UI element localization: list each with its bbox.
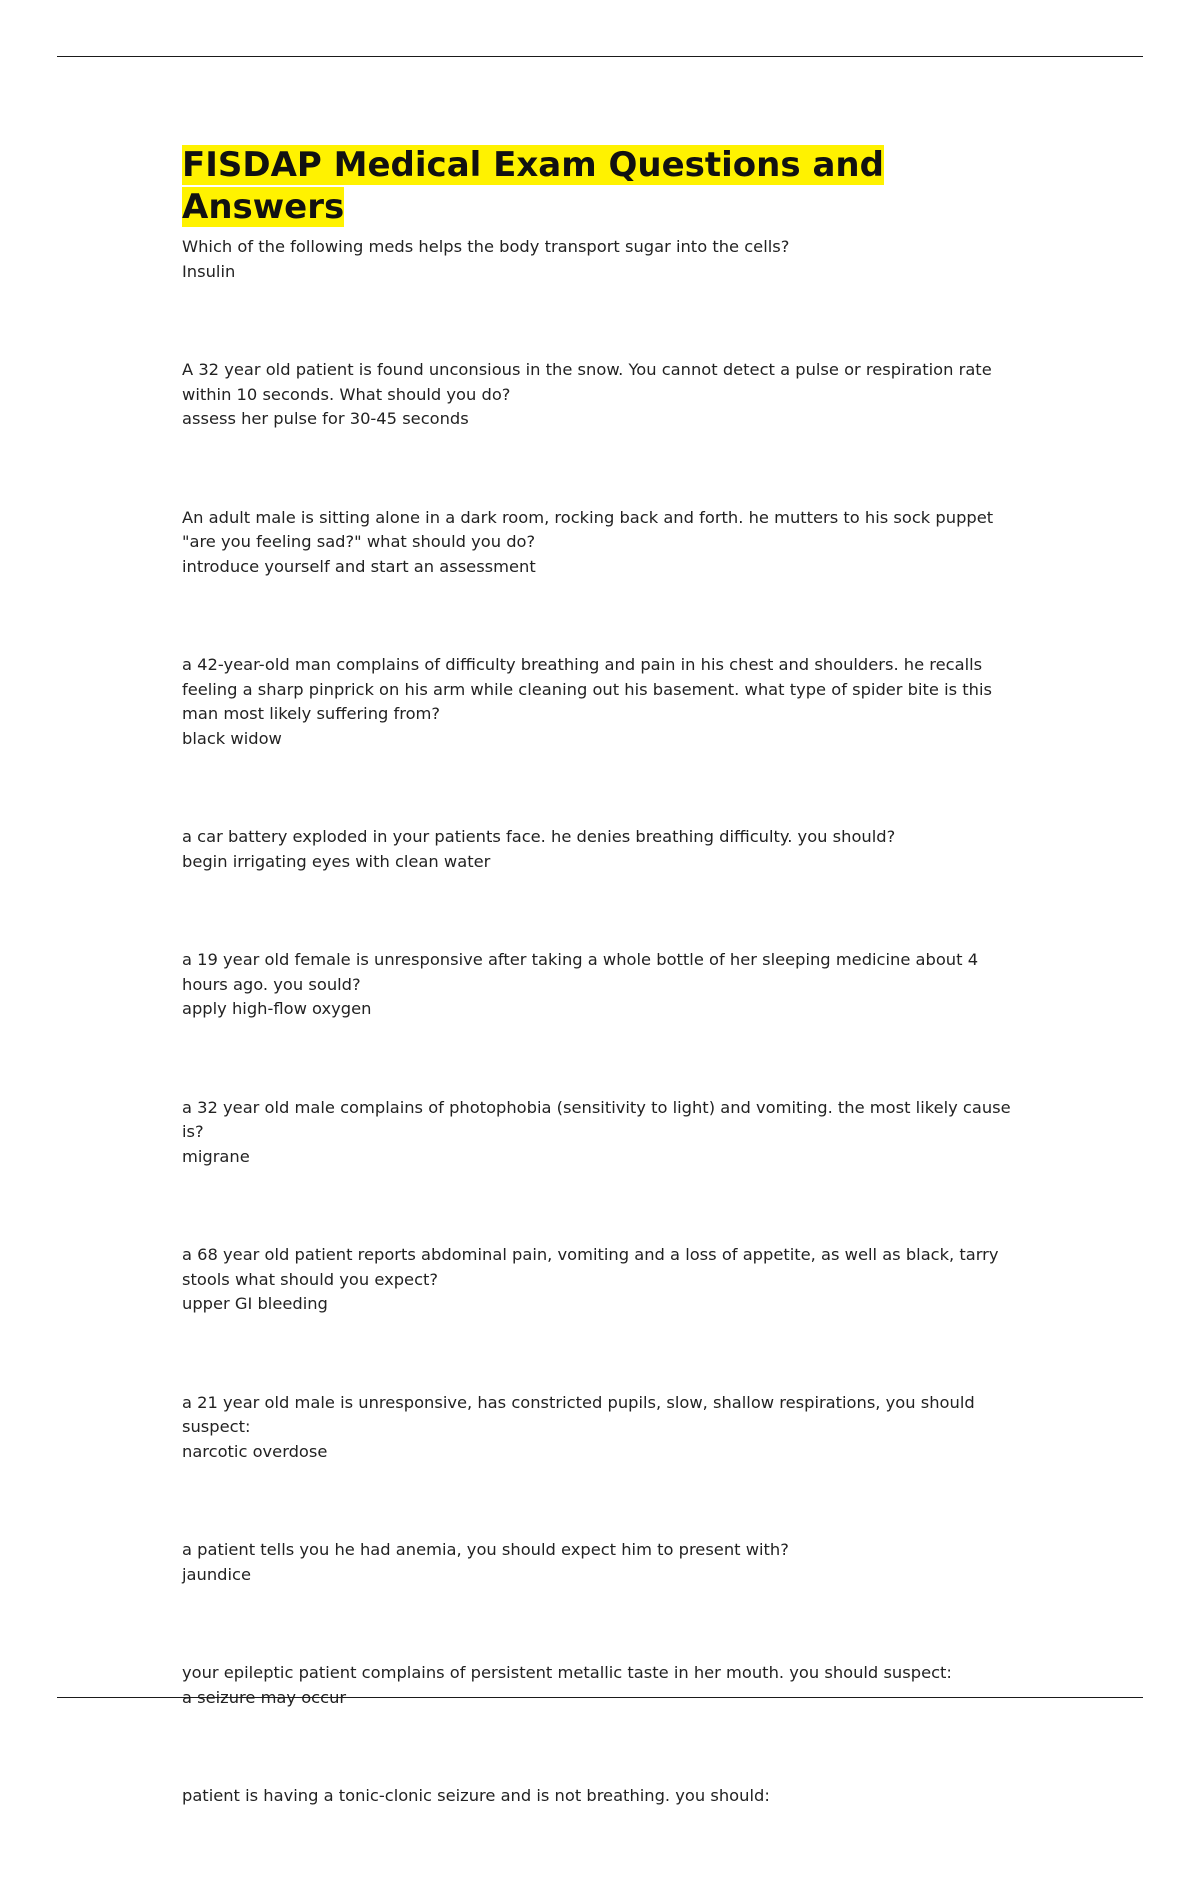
answer-text: assess her pulse for 30-45 seconds [182, 409, 469, 428]
header-rule [57, 56, 1143, 57]
qa-item [182, 1096, 1022, 1170]
qa-item [182, 358, 1022, 432]
answer-text: Insulin [182, 261, 236, 281]
answer-text: upper GI bleeding [182, 1294, 328, 1313]
qa-item [182, 1784, 1022, 1809]
question-text: A 32 year old patient is found unconsious in the snow. You cannot detect a pulse or respiration rate within 10 seconds. What should you do? [182, 360, 992, 404]
document-title [182, 144, 1022, 228]
answer-text: migrane [182, 1146, 250, 1166]
question-text: An adult male is sitting alone in a dark room, rocking back and forth. he mutters to his sock puppet "are you feeling sad?" what should you do? [182, 507, 994, 551]
qa-item [182, 235, 1022, 284]
question-text: a patient tells you he had anemia, you should expect him to present with? [182, 1540, 789, 1559]
question-text: a 42-year-old man complains of difficulty breathing and pain in his chest and shoulders. he recalls feeling a sharp pinprick on his arm while cleaning out his basement. what type of spider bite is this man most likely suffering from? [182, 655, 992, 723]
answer-text: begin irrigating eyes with clean water [182, 851, 491, 871]
footer-rule [57, 1697, 1143, 1698]
question-text: a 21 year old male is unresponsive, has constricted pupils, slow, shallow respirations, you should suspect: [182, 1392, 975, 1436]
answer-text: black widow [182, 728, 282, 748]
qa-item [182, 1538, 1022, 1587]
qa-item [182, 825, 1022, 874]
qa-item [182, 1391, 1022, 1465]
answer-text: jaundice [182, 1564, 251, 1584]
document-body [182, 144, 1022, 1883]
qa-item [182, 948, 1022, 1022]
question-text: your epileptic patient complains of persistent metallic taste in her mouth. you should suspect: [182, 1663, 952, 1682]
question-text: patient is having a tonic-clonic seizure and is not breathing. you should: [182, 1786, 770, 1805]
qa-item [182, 1243, 1022, 1317]
qa-item [182, 506, 1022, 580]
answer-text: apply high-flow oxygen [182, 999, 372, 1018]
answer-text: a seizure may occur [182, 1687, 347, 1707]
qa-item [182, 1661, 1022, 1710]
question-text: a 19 year old female is unresponsive after taking a whole bottle of her sleeping medicine about 4 hours ago. you sould? [182, 950, 979, 994]
question-text: Which of the following meds helps the body transport sugar into the cells? [182, 237, 790, 256]
qa-item [182, 653, 1022, 751]
question-text: a car battery exploded in your patients face. he denies breathing difficulty. you should? [182, 827, 896, 846]
question-text: a 32 year old male complains of photophobia (sensitivity to light) and vomiting. the most likely cause is? [182, 1097, 1011, 1141]
answer-text: narcotic overdose [182, 1441, 328, 1461]
title-highlight: FISDAP Medical Exam Questions and Answers [182, 145, 884, 227]
question-text: a 68 year old patient reports abdominal pain, vomiting and a loss of appetite, as well as black, tarry stools what should you expect? [182, 1245, 999, 1289]
answer-text: introduce yourself and start an assessment [182, 556, 536, 576]
